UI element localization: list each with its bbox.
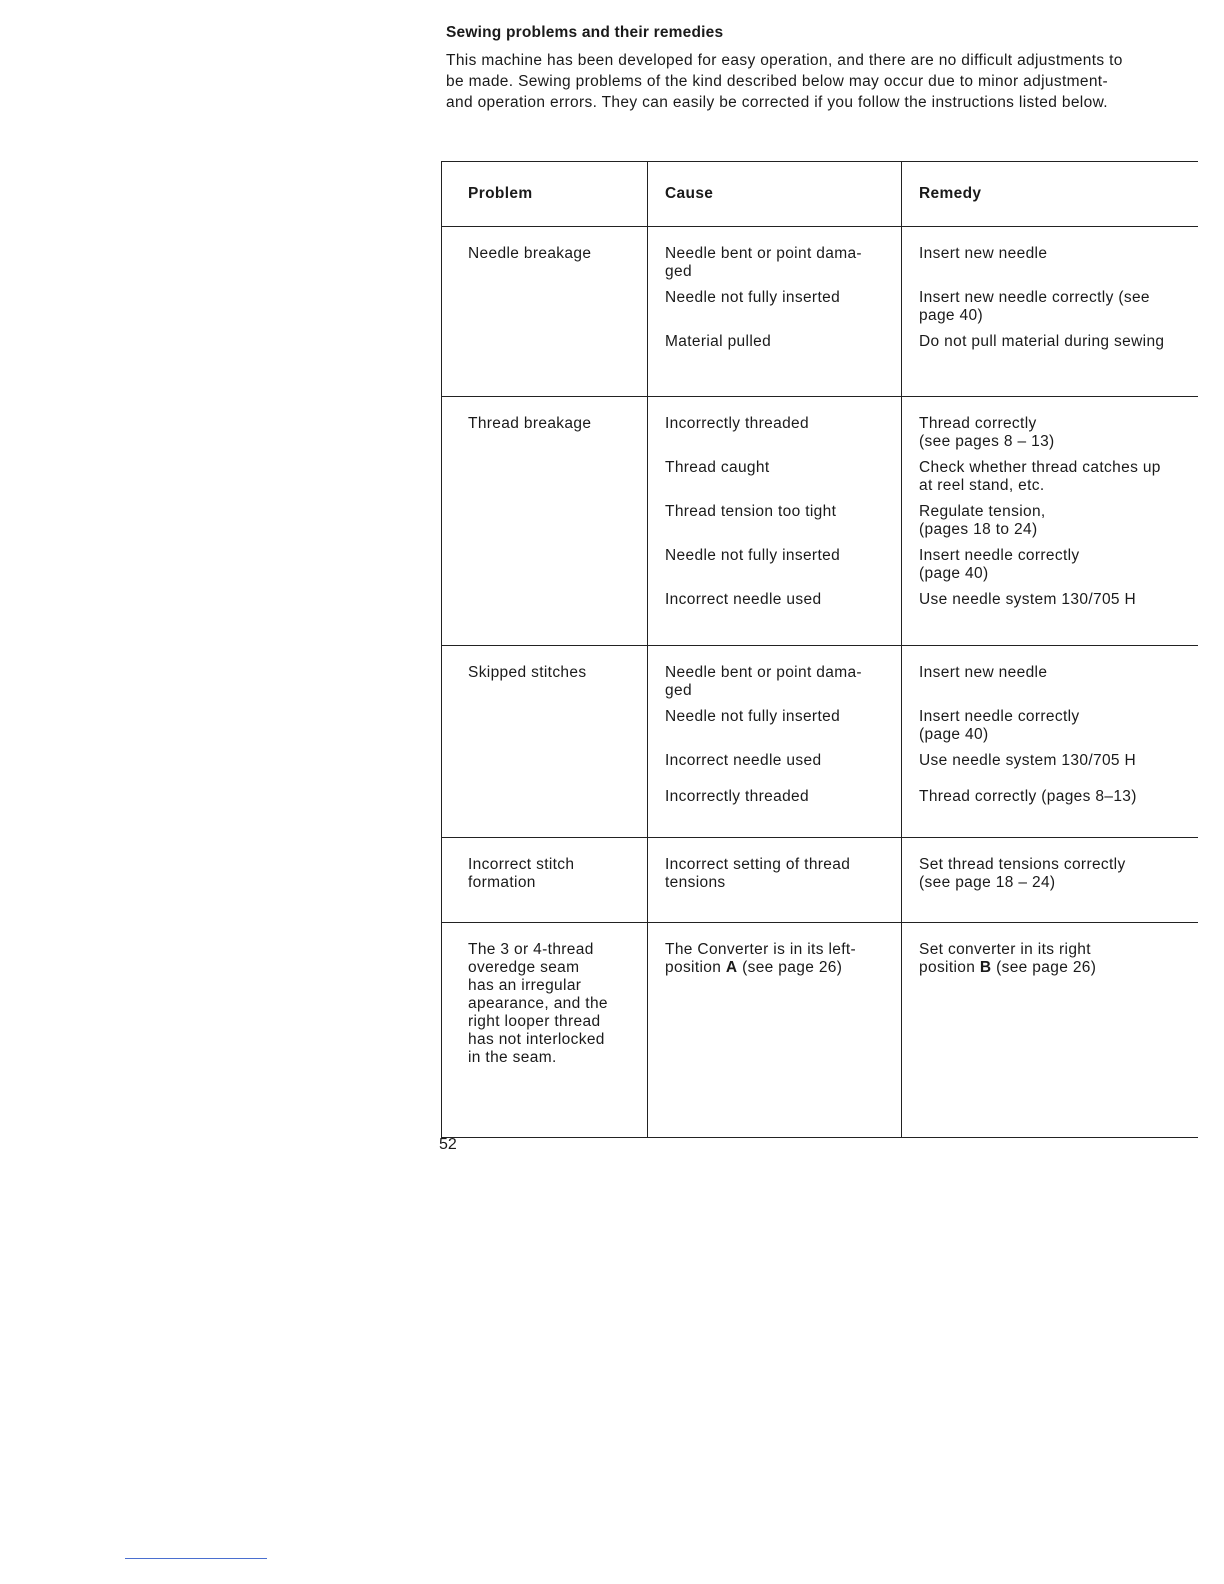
intro-paragraph	[446, 50, 1198, 113]
table-body	[442, 227, 1198, 923]
troubleshooting-table	[441, 161, 1198, 1138]
remedy-item: Insert needle correctly (page 40)	[919, 547, 1080, 582]
remedy-item: Insert new needle	[919, 245, 1048, 262]
footer-rule	[125, 1558, 267, 1559]
page-number: 52	[439, 1136, 457, 1153]
cause-item: Incorrectly threaded	[665, 415, 809, 432]
remedy-item: Check whether thread catches up at reel stand, etc.	[919, 459, 1161, 494]
cause-cell	[648, 923, 902, 1137]
position-label: A	[725, 959, 738, 976]
problem-cell: Skipped stitches	[442, 646, 648, 837]
cause-item: Incorrect needle used	[665, 591, 822, 608]
table-row	[442, 397, 1198, 646]
header-cause: Cause	[648, 162, 902, 226]
remedy-item: Insert new needle	[919, 664, 1048, 681]
remedy-cell	[902, 838, 1198, 922]
cause-item: Needle not fully inserted	[665, 547, 841, 564]
cause-cell	[648, 646, 902, 837]
cause-item: Incorrect setting of thread tensions	[665, 856, 851, 891]
table-row	[442, 646, 1198, 838]
cause-item: Needle not fully inserted	[665, 289, 841, 306]
cause-item: Incorrectly threaded	[665, 788, 809, 805]
remedy-text: (see page 26)	[991, 959, 1097, 976]
remedy-item: Regulate tension, (pages 18 to 24)	[919, 503, 1046, 538]
cause-text: (see page 26)	[737, 959, 843, 976]
intro-line: This machine has been developed for easy operation, and there are no difficult adjustments to	[446, 52, 1123, 69]
cause-item: Needle bent or point dama- ged	[665, 245, 862, 280]
remedy-item: Insert new needle correctly (see page 40)	[919, 289, 1150, 324]
problem-cell: Thread breakage	[442, 397, 648, 645]
remedy-item: Thread correctly (pages 8–13)	[919, 788, 1137, 805]
remedy-item: Thread correctly (see pages 8 – 13)	[919, 415, 1055, 450]
position-label: B	[979, 959, 992, 976]
cause-item: Incorrect needle used	[665, 752, 822, 769]
remedy-item: Use needle system 130/705 H	[919, 752, 1137, 769]
problem-cell: Needle breakage	[442, 227, 648, 396]
remedy-item: Insert needle correctly (page 40)	[919, 708, 1080, 743]
header-problem: Problem	[442, 162, 648, 226]
cause-item: Thread tension too tight	[665, 503, 837, 520]
remedy-item: Do not pull material during sewing	[919, 333, 1165, 350]
remedy-text: Set converter in its right position	[919, 941, 1091, 976]
page-title: Sewing problems and their remedies	[446, 24, 724, 41]
remedy-item: Set thread tensions correctly (see page 18 – 24)	[919, 856, 1126, 891]
cause-item: Needle not fully inserted	[665, 708, 841, 725]
table-header-row	[442, 162, 1198, 227]
remedy-cell	[902, 646, 1198, 837]
intro-line: be made. Sewing problems of the kind described below may occur due to minor adjustment-	[446, 73, 1108, 90]
cause-item: Thread caught	[665, 459, 770, 476]
cause-item: Material pulled	[665, 333, 772, 350]
remedy-cell	[902, 397, 1198, 645]
remedy-cell	[902, 227, 1198, 396]
cause-cell	[648, 838, 902, 922]
header-remedy: Remedy	[919, 185, 982, 202]
cause-item: Needle bent or point dama- ged	[665, 664, 862, 699]
cause-cell	[648, 397, 902, 645]
cause-cell	[648, 227, 902, 396]
table-row	[442, 227, 1198, 397]
remedy-cell	[902, 923, 1198, 1137]
table-row	[442, 923, 1198, 1138]
cause-text: The Converter is in its left- position	[665, 941, 857, 976]
remedy-item: Use needle system 130/705 H	[919, 591, 1137, 608]
table-row	[442, 838, 1198, 923]
intro-line: and operation errors. They can easily be corrected if you follow the instructions listed below.	[446, 94, 1108, 111]
problem-cell: The 3 or 4-thread overedge seam has an irregular apearance, and the right looper thread has not interlocked in the seam.	[442, 923, 648, 1137]
problem-cell: Incorrect stitch formation	[442, 838, 648, 922]
